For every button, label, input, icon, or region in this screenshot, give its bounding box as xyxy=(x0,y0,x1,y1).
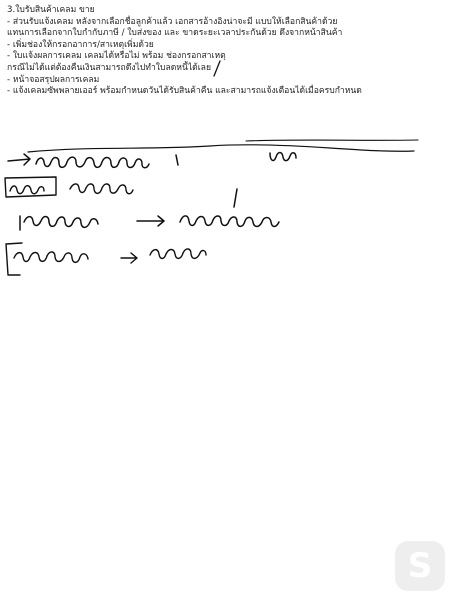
note-line-3: - เพิ่มช่องให้กรอกอาการ/สาเหตุเพิ่มด้วย xyxy=(7,39,154,50)
note-line-2: แทนการเลือกจากใบกำกับภาษี / ใบส่งของ และ ขาดระยะเวลาประกันด้วย ดึงจากหน้าสินค้า xyxy=(7,28,343,39)
curly-brace xyxy=(28,145,414,152)
handwritten-note-3 xyxy=(20,189,279,230)
logo-letter: S xyxy=(407,546,433,586)
handwritten-box-1 xyxy=(5,177,133,197)
underline-mark xyxy=(246,140,418,141)
note-line-4: - ใบแจ้งผลการเคลม เคลมได้หรือไม่ พร้อม ช่องกรอกสาเหตุ xyxy=(7,51,226,62)
note-line-7: - แจ้งเคลมซัพพลายเออร์ พร้อมกำหนดวันได้รับสินค้าคืน และสามารถแจ้งเตือนได้เมื่อครบกำหนด xyxy=(7,86,362,97)
handwritten-box-2 xyxy=(6,243,206,275)
strike-mark xyxy=(214,61,220,76)
app-logo-watermark xyxy=(395,541,445,591)
section-title: 3.ใบรับสินค้าเคลม ขาย xyxy=(7,5,95,15)
note-line-6: - หน้าจอสรุปผลการเคลม xyxy=(7,74,100,85)
handwritten-note-2 xyxy=(270,153,296,161)
note-line-1: - ส่วนรับแจ้งเคลม หลังจากเลือกชื่อลูกค้าแล้ว เอกสารอ้างอิงน่าจะมี แบบให้เลือกสินค้าด้วย xyxy=(7,16,338,27)
handwritten-note-1 xyxy=(8,154,178,168)
note-line-5: กรณีไม่ได้แต่ต้องคืนเงินสามารถดึงไปทำใบลดหนี้ได้เลย xyxy=(7,62,211,73)
